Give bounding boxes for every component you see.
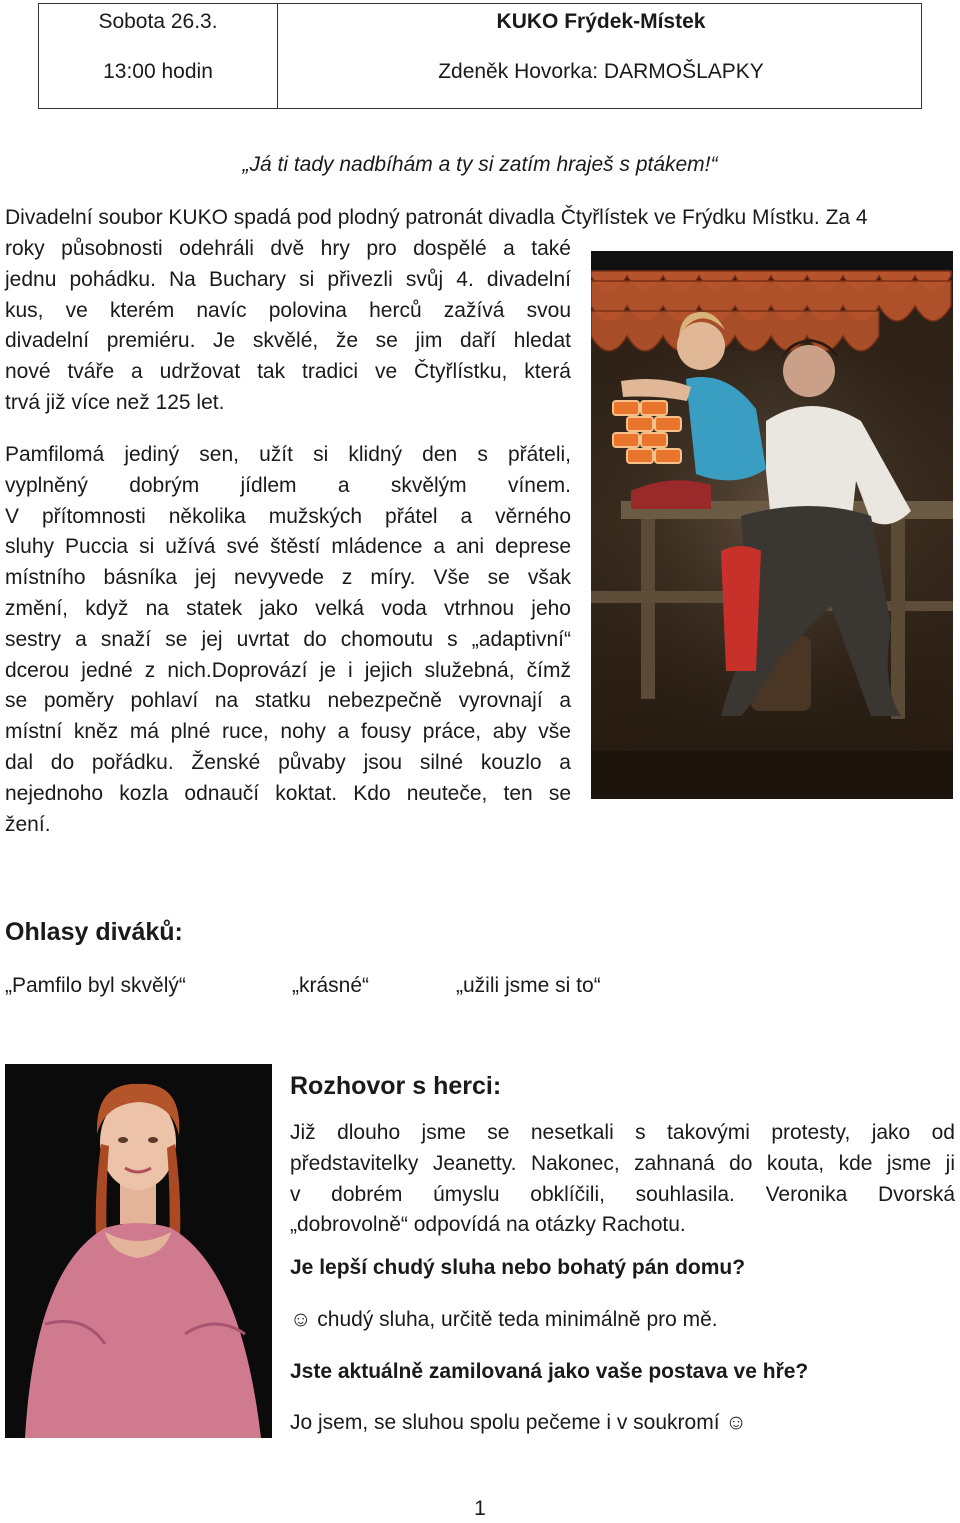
synopsis-line: dal do pořádku. Ženské půvaby jsou silné kouzlo a [5, 750, 571, 774]
interview-line-last: „dobrovolně“ odpovídá na otázky Rachotu. [290, 1213, 686, 1237]
intro-line-last: trvá již více než 125 let. [5, 390, 225, 414]
page-number: 1 [474, 1497, 486, 1520]
header-play: Zdeněk Hovorka: DARMOŠLAPKY [438, 60, 764, 83]
header-divider [277, 4, 278, 108]
synopsis-line: sluhy Puccia si užívá své štěstí mládence a ani deprese [5, 535, 571, 559]
synopsis-line: místní kněz má plné ruce, nohy a fousy práce, aby vše [5, 720, 571, 744]
stage-photo-illustration [591, 251, 953, 799]
synopsis-line: místního básníka jej nevyvede z míry. Vše se však [5, 566, 571, 590]
synopsis-line: Pamfilomá jediný sen, užít si klidný den s přáteli, [5, 443, 571, 466]
audience-quote: „krásné“ [292, 974, 370, 997]
synopsis-line: vyplněný dobrým jídlem a skvělým vínem. [5, 473, 571, 497]
interview-heading: Rozhovor s herci: [290, 1072, 502, 1100]
portrait-photo [5, 1064, 272, 1438]
interview-answer-1: ☺ chudý sluha, určitě teda minimálně pro mě. [290, 1308, 718, 1331]
intro-paragraph [5, 234, 571, 419]
synopsis-line: dcerou jedné z nich.Doprovází je i jejich služebná, čímž [5, 658, 571, 682]
header-group: KUKO Frýdek-Místek [496, 10, 706, 33]
header-date: Sobota 26.3. [98, 10, 218, 33]
synopsis-line-last: žení. [5, 812, 51, 836]
audience-quote: „Pamfilo byl skvělý“ [5, 974, 186, 997]
stage-photo [591, 251, 953, 799]
interview-line: představitelky Jeanetty. Nakonec, zahnaná do kouta, kde jsme ji [290, 1151, 955, 1175]
header-table [38, 3, 922, 109]
interview-line: v dobrém úmyslu obklíčili, souhlasila. Veronika Dvorská [290, 1182, 955, 1206]
interview-line: Již dlouho jsme se nesetkali s takovými protesty, jako od [290, 1121, 955, 1144]
audience-heading: Ohlasy diváků: [5, 918, 183, 946]
synopsis-line: V přítomnosti několika mužských přátel a věrného [5, 504, 571, 528]
synopsis-line: nejednoho kozla odnaučí koktat. Kdo neuteče, ten se [5, 781, 571, 805]
audience-quote: „užili jsme si to“ [456, 974, 601, 997]
synopsis-paragraph [5, 440, 571, 840]
synopsis-line: změní, když na statek jako velká voda vtrhnou jeho [5, 596, 571, 620]
intro-line: nové tváře a udržovat tak tradici ve Čtyřlístku, která [5, 360, 571, 384]
synopsis-line: se poměry pohlaví na statku nebezpečně vyrovnají a [5, 689, 571, 713]
synopsis-line: sestry a snaží se jej uvrtat do chomoutu s „adaptivní“ [5, 627, 571, 651]
intro-line-1: Divadelní soubor KUKO spadá pod plodný patronát divadla Čtyřlístek ve Frýdku Místku. Za 4 [5, 206, 868, 229]
header-time: 13:00 hodin [103, 60, 213, 83]
intro-line: divadelní premiéru. Je skvělé, že se jim daří hledat [5, 329, 571, 353]
interview-question-2: Jste aktuálně zamilovaná jako vaše postava ve hře? [290, 1360, 809, 1383]
play-quote: „Já ti tady nadbíhám a ty si zatím hraješ s ptákem!“ [242, 153, 718, 176]
intro-line: roky působnosti odehráli dvě hry pro dospělé a také [5, 237, 571, 260]
interview-answer-2: Jo jsem, se sluhou spolu pečeme i v soukromí ☺ [290, 1411, 747, 1434]
interview-paragraph [290, 1118, 955, 1241]
intro-line: jednu pohádku. Na Buchary si přivezli svůj 4. divadelní [5, 267, 571, 291]
portrait-photo-illustration [5, 1064, 272, 1438]
intro-line: kus, ve kterém navíc polovina herců zažívá svou [5, 298, 571, 322]
interview-question-1: Je lepší chudý sluha nebo bohatý pán domu? [290, 1256, 746, 1279]
